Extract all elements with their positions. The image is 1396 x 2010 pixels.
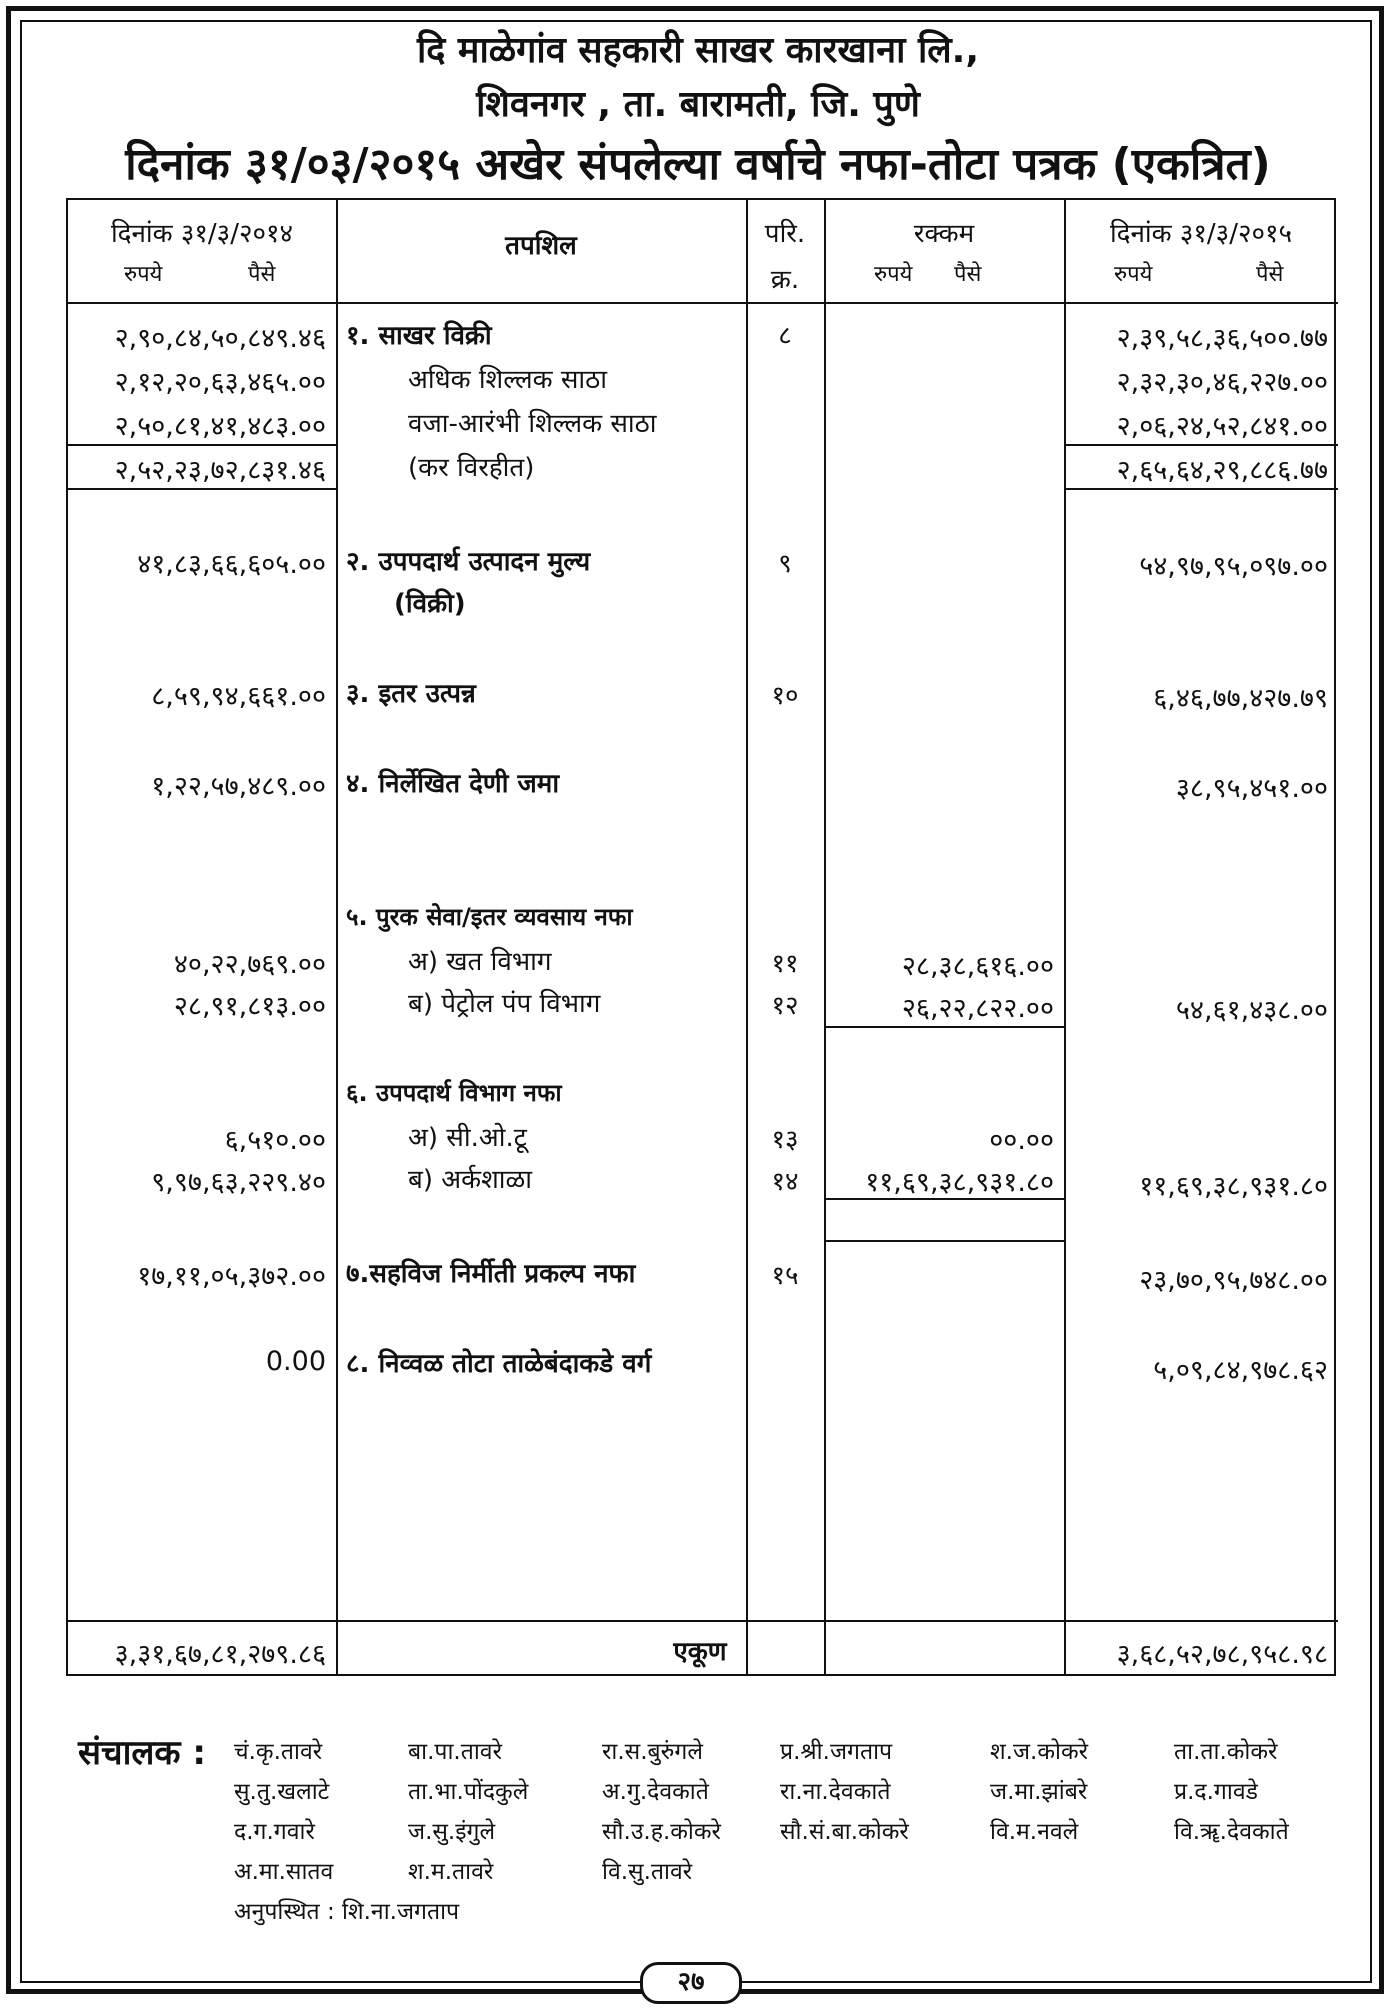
amount-value: २८,३८,६१६.०० xyxy=(901,951,1054,982)
amount-heading: रक्कम xyxy=(913,219,975,249)
prev-value: 0.00 xyxy=(265,1346,326,1377)
schedule-no: १३ xyxy=(771,1125,799,1155)
subtotal-rule-prev xyxy=(68,444,336,446)
director-name: चं.कृ.तावरे xyxy=(234,1739,323,1765)
director-name: द.ग.गवारे xyxy=(234,1819,315,1845)
col-divider xyxy=(746,200,748,1674)
row-label: ब) पेट्रोल पंप विभाग xyxy=(408,989,601,1019)
amount-value: ११,६९,३८,९३१.८० xyxy=(865,1167,1054,1198)
director-name: प्र.श्री.जगताप xyxy=(780,1739,893,1765)
schedule-heading-2: क्र. xyxy=(770,265,800,295)
amount-rule xyxy=(824,1026,1064,1028)
director-name: अ.गु.देवकाते xyxy=(602,1779,709,1805)
schedule-no: ८ xyxy=(778,321,792,351)
director-name: श.म.तावरे xyxy=(408,1859,494,1885)
prev-rupees-heading: रुपये xyxy=(124,262,163,287)
amount-paise-heading: पैसे xyxy=(954,262,982,287)
prev-value: ४०,२२,७६९.०० xyxy=(173,949,326,980)
profit-loss-table xyxy=(66,198,1336,1676)
director-name: सु.तु.खलाटे xyxy=(234,1779,330,1805)
director-name: सौ.सं.बा.कोकरे xyxy=(780,1819,909,1845)
schedule-no: १२ xyxy=(771,991,799,1021)
curr-value: २,३९,५८,३६,५००.७७ xyxy=(1116,323,1328,354)
curr-value: ५,०९,८४,९७८.६२ xyxy=(1153,1355,1328,1386)
col-divider xyxy=(336,200,338,1674)
subtotal-rule-curr xyxy=(1064,444,1338,446)
prev-value: २,५२,२३,७२,८३१.४६ xyxy=(114,455,326,486)
director-name: ज.मा.झांबरे xyxy=(990,1779,1088,1805)
prev-value: ६,५१०.०० xyxy=(224,1125,326,1156)
absent-note: अनुपस्थित : शि.ना.जगताप xyxy=(234,1899,460,1925)
director-name: ता.ता.कोकरे xyxy=(1174,1739,1278,1765)
schedule-no: १४ xyxy=(771,1167,799,1197)
curr-value: २,३२,३०,४६,२२७.०० xyxy=(1116,367,1328,398)
curr-value: ५४,६१,४३८.०० xyxy=(1175,995,1328,1026)
curr-value: ५४,९७,९५,०९७.०० xyxy=(1139,551,1328,582)
director-name: श.ज.कोकरे xyxy=(990,1739,1089,1765)
director-name: वि.ॠ.देवकाते xyxy=(1174,1819,1289,1845)
director-name: रा.ना.देवकाते xyxy=(780,1779,891,1805)
row-label: ५. पुरक सेवा/इतर व्यवसाय नफा xyxy=(346,903,633,931)
particulars-heading: तपशिल xyxy=(505,231,577,261)
schedule-no: ९ xyxy=(778,549,792,579)
row-label: ३. इतर उत्पन्न xyxy=(346,679,476,709)
prev-value: १,२२,५७,४८९.०० xyxy=(151,771,326,802)
prev-value: २८,९१,८१३.०० xyxy=(173,991,326,1022)
curr-value: ३८,९५,४५१.०० xyxy=(1175,773,1328,804)
amount-rupees-heading: रुपये xyxy=(874,262,913,287)
director-name: वि.म.नवले xyxy=(990,1819,1079,1845)
prev-value: २,९०,८४,५०,८४९.४६ xyxy=(114,323,326,354)
curr-rupees-heading: रुपये xyxy=(1114,262,1153,287)
prev-value: ८,५९,९४,६६१.०० xyxy=(151,681,326,712)
curr-value: २,०६,२४,५२,८४१.०० xyxy=(1116,411,1328,442)
row-label: अ) खत विभाग xyxy=(408,947,552,977)
row-label: ४. निर्लेखित देणी जमा xyxy=(346,769,560,799)
prev-date-heading: दिनांक ३१/३/२०१४ xyxy=(110,219,294,249)
curr-value: ११,६९,३८,९३१.८० xyxy=(1139,1171,1328,1202)
row-label: ६. उपपदार्थ विभाग नफा xyxy=(346,1079,562,1107)
curr-date-heading: दिनांक ३१/३/२०१५ xyxy=(1109,219,1293,249)
director-name: ता.भा.पोंदकुले xyxy=(408,1779,529,1805)
schedule-no: ११ xyxy=(771,949,799,979)
row-label: अ) सी.ओ.टू xyxy=(408,1123,527,1153)
directors-title: संचालक : xyxy=(78,1733,206,1773)
director-name: प्र.द.गावडे xyxy=(1174,1779,1258,1805)
director-name: रा.स.बुरुंगले xyxy=(602,1739,703,1765)
row-label: (कर विरहीत) xyxy=(408,453,535,483)
company-address: शिवनगर , ता. बारामती, जि. पुणे xyxy=(476,84,920,125)
amount-value: २६,२२,८२२.०० xyxy=(901,993,1054,1024)
col-divider xyxy=(824,200,826,1674)
row-label: ब) अर्कशाळा xyxy=(408,1165,532,1195)
amount-value: ००.०० xyxy=(989,1125,1054,1156)
director-name: सौ.उ.ह.कोकरे xyxy=(602,1819,721,1845)
row-label: ८. निव्वळ तोटा ताळेबंदाकडे वर्ग xyxy=(346,1349,652,1379)
total-prev-value: ३,३१,६७,८१,२७९.८६ xyxy=(114,1639,326,1670)
company-name: दि माळेगांव सहकारी साखर कारखाना लि., xyxy=(416,30,980,71)
prev-value: ४१,८३,६६,६०५.०० xyxy=(137,549,326,580)
curr-value: २३,७०,९५,७४८.०० xyxy=(1139,1265,1328,1296)
row-label: १. साखर विक्री xyxy=(346,321,492,351)
curr-value: ६,४६,७७,४२७.७९ xyxy=(1153,683,1328,714)
director-name: ज.सु.इंगुले xyxy=(408,1819,496,1845)
director-name: बा.पा.तावरे xyxy=(408,1739,502,1765)
prev-value: १७,११,०५,३७२.०० xyxy=(137,1261,326,1292)
subtotal-rule-curr xyxy=(1064,488,1338,490)
page-number: २७ xyxy=(640,1962,742,2004)
prev-value: २,५०,८१,४१,४८३.०० xyxy=(114,411,326,442)
director-name: वि.सु.तावरे xyxy=(602,1859,693,1885)
prev-value: ९,९७,६३,२२९.४० xyxy=(151,1167,326,1198)
total-label: एकूण xyxy=(673,1637,727,1667)
row-label: वजा-आरंभी शिल्लक साठा xyxy=(408,409,657,439)
schedule-heading-1: परि. xyxy=(764,219,806,249)
subtotal-rule-prev xyxy=(68,488,336,490)
prev-paise-heading: पैसे xyxy=(248,262,276,287)
total-curr-value: ३,६८,५२,७८,९५८.९८ xyxy=(1116,1639,1328,1670)
row-label: २. उपपदार्थ उत्पादन मुल्य xyxy=(346,547,591,577)
row-label-cont: (विक्री) xyxy=(394,589,466,619)
curr-value: २,६५,६४,२९,८८६.७७ xyxy=(1116,455,1328,486)
amount-rule xyxy=(824,1240,1064,1242)
schedule-no: १० xyxy=(771,681,799,711)
row-label: ७.सहविज निर्मीती प्रकल्प नफा xyxy=(346,1259,636,1289)
curr-paise-heading: पैसे xyxy=(1256,262,1284,287)
statement-title: दिनांक ३१/०३/२०१५ अखेर संपलेल्या वर्षाचे नफा-तोटा पत्रक (एकत्रित) xyxy=(125,139,1271,190)
header-rule xyxy=(68,302,1338,304)
director-name: अ.मा.सातव xyxy=(234,1859,334,1885)
total-rule xyxy=(68,1620,1338,1622)
prev-value: २,१२,२०,६३,४६५.०० xyxy=(114,367,326,398)
schedule-no: १५ xyxy=(771,1261,799,1291)
row-label: अधिक शिल्लक साठा xyxy=(408,365,607,395)
